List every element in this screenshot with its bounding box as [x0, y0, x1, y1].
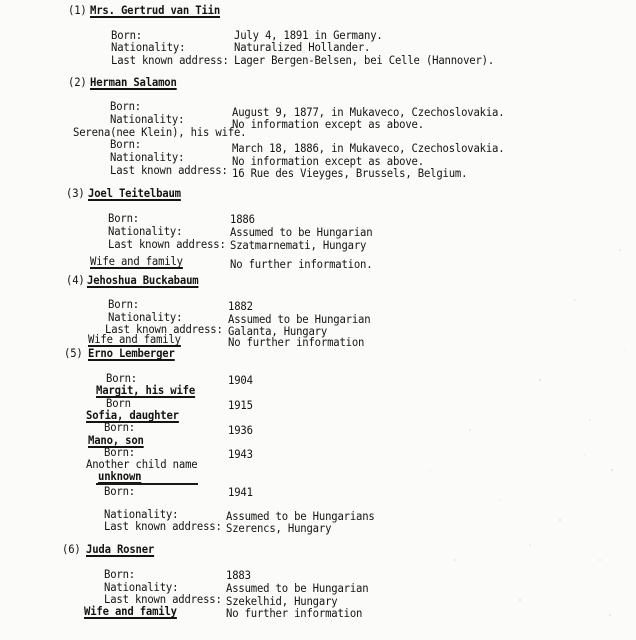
entry-name: Juda Rosner: [86, 542, 155, 556]
field-value: 1943: [228, 447, 253, 461]
field-value: No information except as above.: [232, 117, 424, 131]
field-label: Born:: [110, 99, 141, 113]
family-member-label: Mano, son: [88, 433, 144, 447]
field-label: Born:: [110, 137, 141, 151]
family-label: Wife and family: [88, 332, 181, 346]
field-label: Born:: [106, 371, 137, 385]
family-label: Wife and family: [84, 604, 177, 618]
field-value: Assumed to be Hungarians: [226, 509, 375, 523]
entry-number: (4): [66, 273, 85, 287]
field-value: Szatmarnemati, Hungary: [230, 238, 367, 252]
field-value: Assumed to be Hungarian: [230, 225, 373, 239]
entry-name: Jehoshua Buckabaum: [87, 273, 199, 287]
field-label: Born:: [104, 567, 135, 581]
field-value: 1915: [228, 398, 253, 412]
family-label: Wife and family: [90, 254, 183, 268]
field-label: Nationality:: [110, 112, 185, 126]
field-value: 1882: [228, 299, 253, 313]
family-member-label: Margit, his wife: [96, 383, 196, 397]
field-value: Naturalized Hollander.: [234, 40, 371, 54]
field-label: Born: [106, 396, 131, 410]
field-value: No further information: [226, 606, 363, 620]
entry-number: (6): [62, 542, 81, 556]
field-value: Assumed to be Hungarian: [226, 581, 369, 595]
field-value: No further information.: [230, 257, 373, 271]
field-label: Born:: [104, 445, 135, 459]
field-value: 1936: [228, 423, 253, 437]
field-label: Nationality:: [108, 310, 183, 324]
family-member-label: Sofia, daughter: [86, 408, 179, 422]
field-label: Nationality:: [104, 580, 179, 594]
field-label: Last known address:: [104, 592, 222, 606]
field-value: No further information: [228, 335, 365, 349]
field-value: Galanta, Hungary: [228, 324, 328, 338]
field-value: March 18, 1886, in Mukaveco, Czechoslovakia.: [232, 141, 505, 155]
entry-number: (1): [68, 3, 87, 17]
field-label: Born:: [111, 28, 142, 42]
field-label: Last known address:: [104, 519, 222, 533]
entry-number: (2): [68, 75, 87, 89]
field-label: Last known address:: [110, 163, 228, 177]
field-value: 1904: [228, 373, 253, 387]
field-label: Nationality:: [108, 224, 183, 238]
entry-number: (5): [64, 346, 83, 360]
entry-name: Erno Lemberger: [88, 346, 175, 360]
field-value: Szekelhid, Hungary: [226, 594, 338, 608]
field-value: Lager Bergen-Belsen, bei Celle (Hannover).: [234, 53, 495, 67]
field-label: Nationality:: [111, 40, 186, 54]
field-label: Nationality:: [104, 507, 179, 521]
field-label: Born:: [108, 211, 139, 225]
entry-name: Herman Salamon: [90, 75, 177, 89]
field-value: 1886: [230, 212, 255, 226]
field-label: Last known address:: [108, 237, 226, 251]
field-label: Born:: [104, 484, 135, 498]
entry-number: (3): [66, 186, 85, 200]
spouse-label: Serena(nee Klein), his wife.: [73, 125, 247, 139]
field-label: Born:: [104, 420, 135, 434]
field-label: Last known address:: [111, 53, 229, 67]
field-label: Born:: [108, 297, 139, 311]
field-value: 1941: [228, 485, 253, 499]
field-value: No information except as above.: [232, 154, 424, 168]
family-member-label: unknown: [98, 469, 142, 483]
field-value: Assumed to be Hungarian: [228, 312, 371, 326]
field-value: August 9, 1877, in Mukaveco, Czechoslovakia.: [232, 105, 505, 119]
family-member-label: Another child name: [86, 457, 198, 471]
entry-name: Joel Teitelbaum: [88, 186, 181, 200]
field-value: 1883: [226, 568, 251, 582]
field-value: 16 Rue des Vieyges, Brussels, Belgium.: [232, 166, 468, 180]
field-value: Szerencs, Hungary: [226, 521, 332, 535]
field-label: Nationality:: [110, 150, 185, 164]
field-label: Last known address:: [105, 322, 223, 336]
field-value: July 4, 1891 in Germany.: [234, 28, 383, 42]
entry-name: Mrs. Gertrud van Tiin: [90, 3, 221, 17]
